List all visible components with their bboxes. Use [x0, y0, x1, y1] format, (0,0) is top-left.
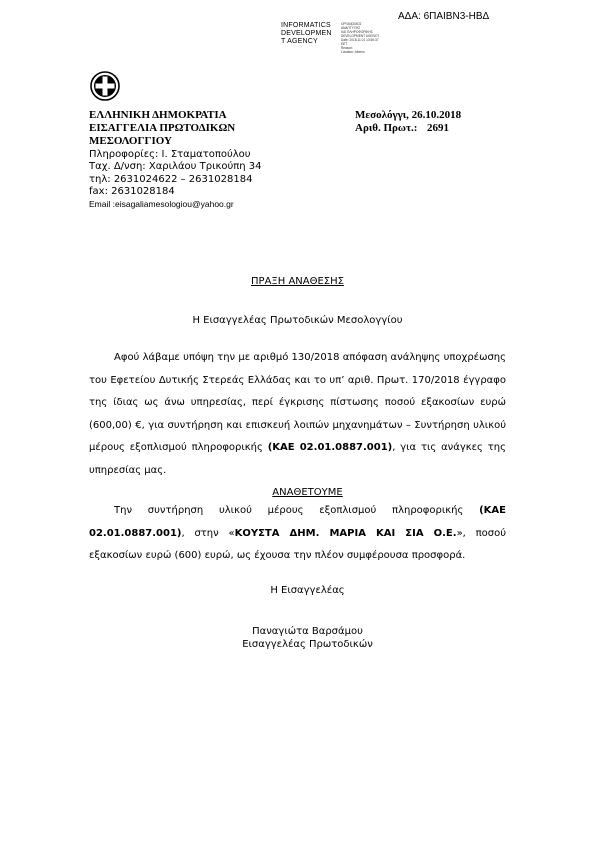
contact-email: Email :eisagaliamesologiou@yahoo.gr [89, 199, 234, 210]
org-line: ΕΛΛΗΝΙΚΗ ΔΗΜΟΚΡΑΤΙΑ [89, 109, 227, 121]
stamp-detail-line: ΚΑΙ ΠΛΗΡΟΦΟΡΙΚΗΣ [341, 30, 373, 34]
stamp-detail-line: Reason: [341, 46, 353, 50]
paragraph-text: , στην « [181, 527, 235, 539]
stamp-detail-line: EET [341, 42, 348, 46]
issuing-authority: Η Εισαγγελέας Πρωτοδικών Μεσολογγίου [192, 315, 403, 326]
protocol-number: 2691 [427, 122, 449, 134]
organization-header [89, 109, 235, 148]
greek-emblem-icon [90, 71, 120, 101]
paragraph-considerations [89, 347, 506, 483]
contact-address: Ταχ. Δ/νση: Χαριλάου Τρικούπη 34 [89, 161, 262, 173]
paragraph-text: », ποσού εξακοσίων ευρώ (600) ευρώ, ως έχουσα την πλέον συμφέρουσα προσφορά. [89, 527, 506, 562]
paragraph-text: , για τις ανάγκες της υπηρεσίας μας. [89, 442, 506, 476]
stamp-detail-line: DEVELOPMENT AGENCY [341, 34, 380, 38]
ada-code: ΑΔΑ: 6ΠΑΙΒΝ3-ΗΒΔ [398, 11, 490, 22]
stamp-detail-line: Date: 2018.11.01 13:56:37 [341, 38, 379, 42]
contact-info [89, 149, 262, 210]
stamp-detail-line: ΑΝΑΠΤΥΞΗΣ [341, 26, 361, 30]
stamp-line: T AGENCY [281, 38, 318, 45]
org-line: ΕΙΣΑΓΓΕΛΙΑ ΠΡΩΤΟΔΙΚΩΝ [89, 122, 236, 134]
place-date: Μεσολόγγι, 26.10.2018 [355, 109, 462, 121]
org-line: ΜΕΣΟΛΟΓΓΙΟΥ [89, 135, 172, 147]
assignment-heading: ΑΝΑΘΕΤΟΥΜΕ [272, 487, 343, 498]
signature-title: Η Εισαγγελέας [270, 585, 345, 596]
date-protocol-block [355, 109, 461, 135]
contact-person: Πληροφορίες: Ι. Σταματοπούλου [89, 149, 251, 160]
contractor-name: ΚΟΥΣΤΑ ΔΗΜ. ΜΑΡΙΑ ΚΑΙ ΣΙΑ Ο.Ε. [234, 527, 457, 539]
contact-fax: fax: 2631028184 [89, 185, 175, 197]
contact-phone: τηλ: 2631024622 – 2631028184 [89, 173, 253, 185]
stamp-line: INFORMATICS [281, 22, 331, 29]
stamp-details [341, 22, 379, 54]
paragraph-text: Την συντήρηση υλικού μέρους εξοπλισμού πληροφορικής [114, 505, 480, 516]
paragraph-assignment [89, 500, 506, 568]
stamp-detail-line: ΟΡΓΑΝΙΣΜΟΣ [341, 22, 362, 26]
signature-block [0, 625, 595, 651]
signatory-name: Παναγιώτα Βαρσάμου [252, 626, 363, 637]
stamp-detail-line: Location: Athens [341, 50, 365, 54]
document-title: ΠΡΑΞΗ ΑΝΑΘΕΣΗΣ [251, 276, 344, 287]
paragraph-text: Αφού λάβαμε υπόψη την με αριθμό 130/2018 απόφαση ανάληψης υποχρέωσης του Εφετείου Δυτικής Στερεάς Ελλάδας και το υπ’ αριθ. Πρωτ. 170/2018 έγγραφο της ίδιας ως άνω υπηρεσίας, περί έγκρισης πίστωσης ποσού εξακοσίων ευρώ (600,00) €, για συντήρηση και επισκευή λοιπών μηχανημάτων – Συντήρηση υλικού μέρους εξοπλισμού πληροφορικής [89, 352, 506, 454]
budget-code: (ΚΑΕ 02.01.0887.001) [89, 505, 506, 539]
protocol-label: Αριθ. Πρωτ.: [355, 122, 418, 134]
signatory-role: Εισαγγελέας Πρωτοδικών [242, 639, 373, 650]
digital-signature-stamp [281, 22, 332, 46]
budget-code: (ΚΑΕ 02.01.0887.001) [267, 442, 393, 454]
stamp-line: DEVELOPMEN [281, 30, 332, 37]
